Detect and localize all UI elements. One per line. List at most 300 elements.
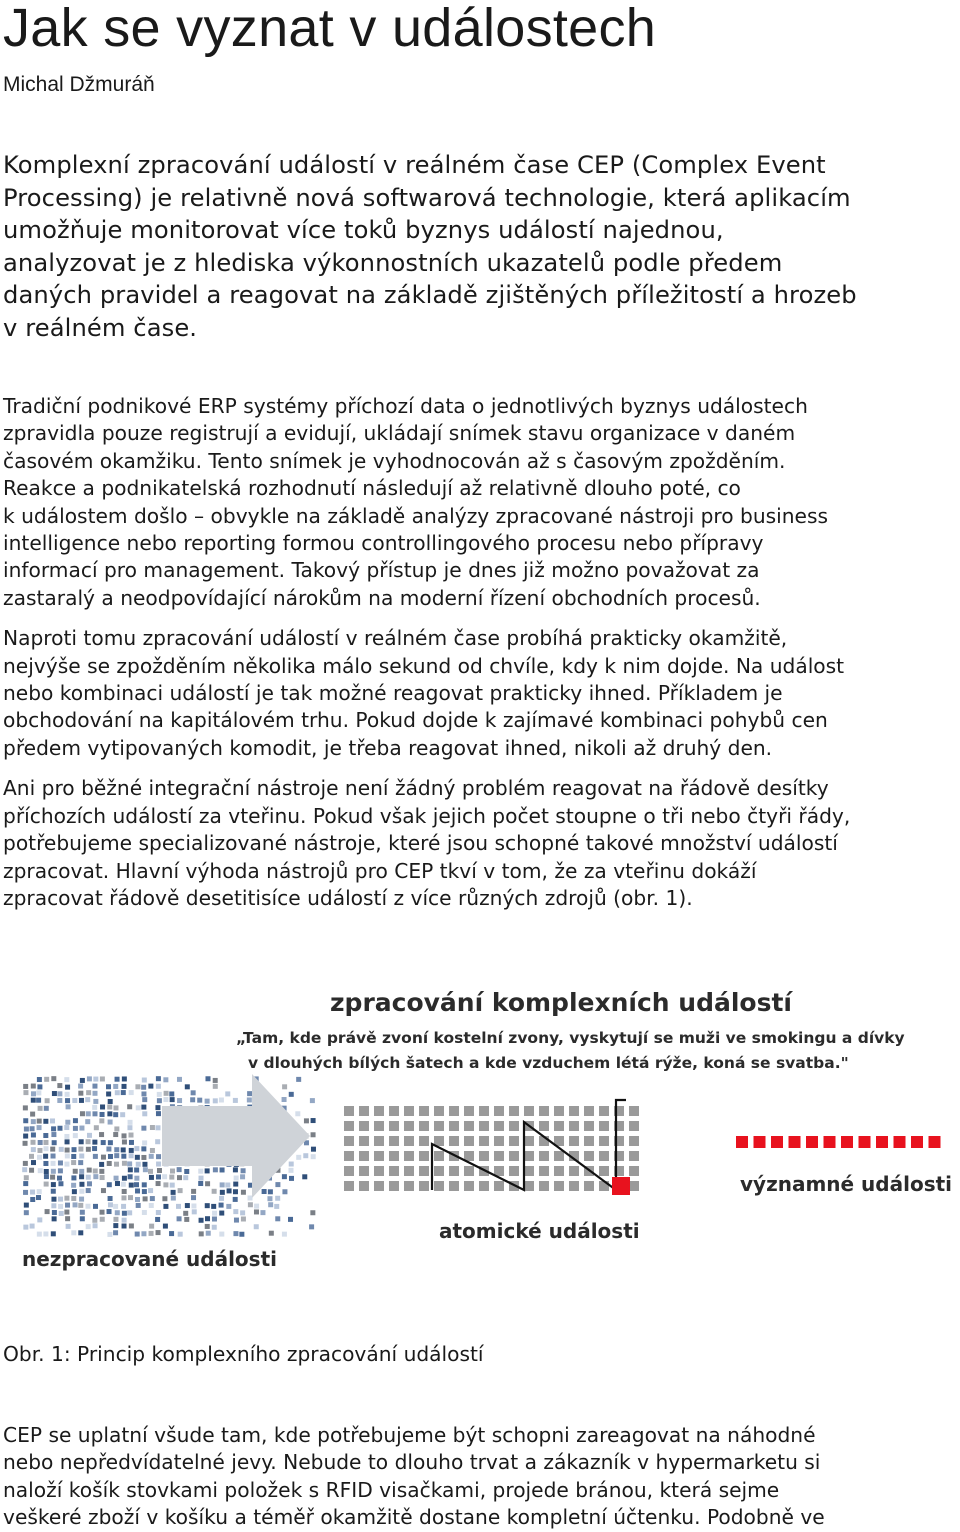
raw-event-dot (282, 1232, 287, 1237)
atomic-event-cell (524, 1106, 534, 1116)
raw-event-dot (122, 1176, 127, 1181)
raw-event-dot (80, 1078, 85, 1083)
raw-event-dot (288, 1168, 293, 1173)
raw-event-dot (64, 1134, 69, 1139)
raw-event-dot (311, 1118, 316, 1123)
raw-event-dot (92, 1218, 97, 1223)
raw-event-dot (65, 1139, 70, 1144)
raw-event-dot (191, 1189, 196, 1194)
raw-event-dot (241, 1216, 246, 1221)
atomic-event-cell (389, 1166, 399, 1176)
raw-event-dot (169, 1091, 174, 1096)
raw-event-dot (107, 1209, 112, 1214)
raw-event-dot (226, 1204, 231, 1209)
raw-event-dot (122, 1076, 127, 1081)
raw-event-dot (64, 1125, 69, 1130)
atomic-event-cell (629, 1166, 639, 1176)
raw-event-dot (183, 1211, 188, 1216)
raw-event-dot (78, 1160, 83, 1165)
raw-event-dot (66, 1224, 71, 1229)
raw-event-dot (191, 1203, 196, 1208)
significant-events-row (736, 1136, 941, 1148)
raw-event-dot (282, 1084, 287, 1089)
atomic-event-cell (569, 1106, 579, 1116)
atomic-event-cell (404, 1106, 414, 1116)
raw-event-dot (23, 1134, 28, 1139)
raw-event-dot (219, 1232, 224, 1237)
raw-event-dot (65, 1120, 70, 1125)
raw-event-dot (31, 1147, 36, 1152)
raw-event-dot (127, 1161, 132, 1166)
raw-event-dot (37, 1125, 42, 1130)
atomic-event-cell (494, 1151, 504, 1161)
raw-event-dot (219, 1196, 224, 1201)
raw-event-dot (44, 1174, 49, 1179)
raw-event-dot (36, 1195, 41, 1200)
raw-event-dot (310, 1098, 315, 1103)
raw-event-dot (51, 1182, 56, 1187)
atomic-event-cell (359, 1106, 369, 1116)
raw-event-dot (127, 1104, 132, 1109)
raw-event-dot (156, 1076, 161, 1081)
raw-event-dot (128, 1133, 133, 1138)
raw-event-dot (44, 1182, 49, 1187)
raw-event-dot (155, 1125, 160, 1130)
raw-event-dot (274, 1204, 279, 1209)
raw-event-dot (44, 1077, 49, 1082)
raw-event-dot (295, 1111, 300, 1116)
atomic-event-cell (539, 1121, 549, 1131)
raw-event-dot (149, 1175, 154, 1180)
raw-event-dot (121, 1154, 126, 1159)
atomic-event-cell (434, 1151, 444, 1161)
raw-event-dot (288, 1217, 293, 1222)
raw-event-dot (178, 1232, 183, 1237)
raw-event-dot (113, 1084, 118, 1089)
significant-event-square (754, 1136, 766, 1148)
raw-event-dot (227, 1188, 232, 1193)
atomic-event-cell (359, 1151, 369, 1161)
raw-event-dot (73, 1118, 78, 1123)
raw-event-dot (72, 1147, 77, 1152)
atomic-event-cell (599, 1106, 609, 1116)
raw-event-dot (183, 1175, 188, 1180)
raw-event-dot (38, 1140, 43, 1145)
raw-event-dot (73, 1202, 78, 1207)
atomic-event-cell (434, 1106, 444, 1116)
raw-event-dot (163, 1204, 168, 1209)
raw-event-dot (157, 1168, 162, 1173)
raw-event-dot (43, 1140, 48, 1145)
atomic-event-cell (419, 1181, 429, 1191)
raw-event-dot (129, 1090, 134, 1095)
raw-event-dot (115, 1181, 120, 1186)
raw-event-dot (134, 1182, 139, 1187)
raw-event-dot (149, 1154, 154, 1159)
paragraph-integration: Ani pro běžné integrační nástroje není žádný problém reagovat na řádově desítky příchozích událostí za vteřinu. Pokud však jejich počet stoupne o tři nebo čtyři řády, potřebujeme specializované nástroje, které jsou schopné takové množství událostí zpracovat. Hlavní výhoda nástrojů pro CEP tkví v tom, že za vteřinu dokáží zpracovat řádově desetitisíce událostí z více různých zdrojů (obr. 1). (3, 776, 851, 910)
raw-event-dot (52, 1216, 57, 1221)
raw-event-dot (51, 1197, 56, 1202)
raw-event-dot (92, 1111, 97, 1116)
raw-event-dot (99, 1162, 104, 1167)
detected-event-square (612, 1177, 630, 1195)
raw-event-dot (99, 1118, 104, 1123)
raw-event-dot (135, 1197, 140, 1202)
paragraph-realtime: Naproti tomu zpracování událostí v reálném čase probíhá prakticky okamžitě, nejvýše se zpožděním několika málo sekund od chvíle, kdy k nim dojde. Na událost nebo kombinaci událostí je tak možné reagovat prakticky ihned. Příkladem je obchodování na kapitálovém trhu. Pokud dojde k zajímavé kombinaci pohybů cen předem vytipovaných komodit, je třeba reagovat ihned, nikoli až druhý den. (3, 626, 845, 760)
atomic-event-cell (344, 1136, 354, 1146)
raw-event-dot (142, 1162, 147, 1167)
raw-event-dot (36, 1090, 41, 1095)
raw-event-dot (57, 1176, 62, 1181)
raw-event-dot (31, 1119, 36, 1124)
figure-heading: zpracování komplexních událostí (330, 988, 792, 1017)
raw-event-dot (240, 1210, 245, 1215)
atomic-event-cell (599, 1121, 609, 1131)
label-atomic-events: atomické události (439, 1219, 640, 1243)
raw-event-dot (71, 1230, 76, 1235)
raw-event-dot (120, 1112, 125, 1117)
raw-event-dot (225, 1091, 230, 1096)
atomic-event-cell (374, 1166, 384, 1176)
atomic-event-cell (344, 1151, 354, 1161)
raw-event-dot (268, 1189, 273, 1194)
raw-event-dot (58, 1160, 63, 1165)
atomic-event-cell (389, 1151, 399, 1161)
raw-event-dot (156, 1210, 161, 1215)
raw-event-dot (128, 1120, 133, 1125)
raw-event-dot (37, 1084, 42, 1089)
raw-event-dot (275, 1182, 280, 1187)
raw-event-dot (93, 1174, 98, 1179)
raw-event-dot (156, 1181, 161, 1186)
atomic-event-cell (584, 1181, 594, 1191)
raw-event-dot (128, 1167, 133, 1172)
raw-event-dot (268, 1202, 273, 1207)
raw-event-dot (71, 1175, 76, 1180)
raw-event-dot (289, 1176, 294, 1181)
raw-event-dot (113, 1105, 118, 1110)
raw-event-dot (184, 1217, 189, 1222)
raw-event-dot (86, 1139, 91, 1144)
raw-event-dot (71, 1160, 76, 1165)
atomic-event-cell (599, 1166, 609, 1176)
raw-event-dot (113, 1112, 118, 1117)
raw-event-dot (136, 1203, 141, 1208)
atomic-event-cell (449, 1106, 459, 1116)
atomic-event-cell (554, 1166, 564, 1176)
raw-event-dot (23, 1105, 28, 1110)
atomic-event-cell (389, 1181, 399, 1191)
atomic-event-cell (404, 1166, 414, 1176)
raw-event-dot (185, 1084, 190, 1089)
raw-event-dot (43, 1133, 48, 1138)
raw-event-dot (150, 1125, 155, 1130)
raw-event-dot (92, 1146, 97, 1151)
raw-event-dot (78, 1084, 83, 1089)
atomic-event-cell (464, 1121, 474, 1131)
raw-event-dot (122, 1139, 127, 1144)
raw-event-dot (65, 1085, 70, 1090)
raw-event-dot (78, 1147, 83, 1152)
raw-event-dot (122, 1133, 127, 1138)
raw-event-dot (311, 1132, 316, 1137)
raw-event-dot (275, 1216, 280, 1221)
raw-event-dot (155, 1139, 160, 1144)
paragraph-erp: Tradiční podnikové ERP systémy příchozí data o jednotlivých byznys událostech zpravidla pouze registrují a evidují, ukládají snímek stavu organizace v daném časovém okamžiku. Tento snímek je vyhodnocován až s časovým zpožděním. Reakce a podnikatelská rozhodnutí následují až relativně dlouho poté, co k událostem došlo – obvykle na základě analýzy zpracované nástroji pro business intelligence nebo reporting formou controllingového procesu nebo přípravy informací pro management. Takový přístup je dnes již možno považovat za zastaralý a neodpovídající nárokům na moderní řízení obchodních procesů. (3, 394, 829, 610)
raw-event-dot (234, 1176, 239, 1181)
raw-event-dot (79, 1126, 84, 1131)
raw-event-dot (100, 1217, 105, 1222)
raw-event-dot (122, 1161, 127, 1166)
raw-event-dot (205, 1216, 210, 1221)
raw-event-dot (169, 1231, 174, 1236)
raw-event-dot (87, 1168, 92, 1173)
raw-event-dot (52, 1140, 57, 1145)
raw-event-dot (219, 1211, 224, 1216)
raw-event-dot (31, 1160, 36, 1165)
raw-event-dot (233, 1098, 238, 1103)
raw-event-dot (134, 1176, 139, 1181)
raw-event-dot (106, 1146, 111, 1151)
raw-event-dot (121, 1195, 126, 1200)
raw-event-dot (106, 1091, 111, 1096)
raw-event-dot (191, 1090, 196, 1095)
atomic-event-cell (509, 1166, 519, 1176)
raw-event-dot (93, 1204, 98, 1209)
raw-event-dot (57, 1083, 62, 1088)
raw-event-dot (205, 1224, 210, 1229)
raw-event-dot (213, 1078, 218, 1083)
raw-event-dot (57, 1098, 62, 1103)
atomic-event-cell (494, 1166, 504, 1176)
atomic-event-cell (374, 1106, 384, 1116)
atomic-event-cell (389, 1136, 399, 1146)
raw-event-dot (213, 1084, 218, 1089)
raw-event-dot (38, 1106, 43, 1111)
atomic-event-cell (464, 1106, 474, 1116)
raw-event-dot (141, 1105, 146, 1110)
raw-event-dot (311, 1154, 316, 1159)
raw-event-dot (156, 1111, 161, 1116)
raw-event-dot (143, 1167, 148, 1172)
raw-event-dot (64, 1210, 69, 1215)
raw-event-dot (177, 1098, 182, 1103)
atomic-event-cell (404, 1136, 414, 1146)
atomic-event-cell (569, 1166, 579, 1176)
raw-event-dot (51, 1132, 56, 1137)
raw-event-dot (79, 1139, 84, 1144)
raw-event-dot (142, 1210, 147, 1215)
raw-event-dot (31, 1098, 36, 1103)
raw-event-dot (282, 1097, 287, 1102)
atomic-event-cell (539, 1106, 549, 1116)
raw-event-dot (93, 1223, 98, 1228)
raw-event-dot (206, 1231, 211, 1236)
atomic-event-cell (449, 1121, 459, 1131)
raw-event-dot (86, 1224, 91, 1229)
significant-event-square (806, 1136, 818, 1148)
raw-event-dot (43, 1161, 48, 1166)
atomic-event-cell (584, 1121, 594, 1131)
raw-event-dot (23, 1084, 28, 1089)
atomic-event-cell (554, 1121, 564, 1131)
raw-event-dot (38, 1168, 43, 1173)
atomic-event-cell (629, 1181, 639, 1191)
raw-event-dot (29, 1168, 34, 1173)
raw-event-dot (31, 1084, 36, 1089)
raw-event-dot (71, 1183, 76, 1188)
atomic-event-cell (509, 1106, 519, 1116)
raw-event-dot (220, 1190, 225, 1195)
atomic-event-cell (389, 1106, 399, 1116)
raw-event-dot (108, 1120, 113, 1125)
atomic-event-cell (374, 1151, 384, 1161)
raw-event-dot (50, 1118, 55, 1123)
raw-event-dot (122, 1224, 127, 1229)
raw-event-dot (108, 1140, 113, 1145)
atomic-event-cell (509, 1136, 519, 1146)
atomic-event-cell (464, 1151, 474, 1161)
raw-event-dot (43, 1231, 48, 1236)
raw-event-dot (191, 1195, 196, 1200)
atomic-event-cell (464, 1166, 474, 1176)
atomic-event-cell (404, 1121, 414, 1131)
atomic-event-cell (479, 1136, 489, 1146)
atomic-event-cell (539, 1181, 549, 1191)
raw-event-dot (212, 1211, 217, 1216)
raw-event-dot (51, 1076, 56, 1081)
raw-event-dot (93, 1099, 98, 1104)
raw-event-dot (73, 1133, 78, 1138)
raw-event-dot (78, 1203, 83, 1208)
raw-event-dot (113, 1217, 118, 1222)
raw-event-dot (58, 1197, 63, 1202)
raw-event-dot (141, 1085, 146, 1090)
raw-event-dot (267, 1196, 272, 1201)
raw-event-dot (64, 1162, 69, 1167)
article-author: Michal Džmuráň (3, 73, 155, 96)
raw-event-dot (248, 1196, 253, 1201)
raw-event-dot (72, 1098, 77, 1103)
significant-event-square (929, 1136, 941, 1148)
atomic-event-cell (524, 1151, 534, 1161)
atomic-event-cell (344, 1121, 354, 1131)
raw-event-dot (170, 1183, 175, 1188)
raw-event-dot (129, 1140, 134, 1145)
raw-event-dot (73, 1126, 78, 1131)
raw-event-dot (65, 1153, 70, 1158)
raw-event-dot (150, 1196, 155, 1201)
raw-event-dot (108, 1196, 113, 1201)
raw-event-dot (51, 1203, 56, 1208)
figure-quote-line-1: „Tam, kde právě zvoní kostelní zvony, vyskytují se muži ve smokingu a dívky (236, 1029, 905, 1047)
raw-event-dot (248, 1202, 253, 1207)
atomic-event-cell (584, 1151, 594, 1161)
raw-event-dot (44, 1106, 49, 1111)
raw-event-dot (282, 1174, 287, 1179)
raw-event-dot (80, 1111, 85, 1116)
raw-event-dot (52, 1210, 57, 1215)
raw-event-dot (127, 1210, 132, 1215)
atomic-event-cell (569, 1121, 579, 1131)
atomic-event-cell (434, 1136, 444, 1146)
raw-event-dot (190, 1097, 195, 1102)
raw-event-dot (156, 1084, 161, 1089)
atomic-event-cell (359, 1136, 369, 1146)
raw-event-dot (163, 1182, 168, 1187)
atomic-event-cell (449, 1136, 459, 1146)
atomic-event-cell (569, 1136, 579, 1146)
raw-event-dot (205, 1076, 210, 1081)
raw-event-dot (205, 1168, 210, 1173)
atomic-event-cell (359, 1181, 369, 1191)
atomic-event-cell (419, 1166, 429, 1176)
raw-event-dot (205, 1203, 210, 1208)
raw-event-dot (247, 1091, 252, 1096)
raw-event-dot (233, 1167, 238, 1172)
raw-event-dot (52, 1091, 57, 1096)
raw-event-dot (260, 1210, 265, 1215)
raw-event-dot (199, 1218, 204, 1223)
atomic-event-cell (464, 1181, 474, 1191)
raw-event-dot (50, 1175, 55, 1180)
significant-event-square (824, 1136, 836, 1148)
raw-event-dot (23, 1161, 28, 1166)
raw-event-dot (240, 1174, 245, 1179)
raw-event-dot (50, 1147, 55, 1152)
raw-event-dot (122, 1189, 127, 1194)
atomic-event-cell (494, 1136, 504, 1146)
atomic-event-cell (434, 1181, 444, 1191)
raw-event-dot (233, 1209, 238, 1214)
raw-event-dot (80, 1216, 85, 1221)
raw-event-dot (212, 1189, 217, 1194)
raw-event-dot (31, 1140, 36, 1145)
raw-event-dot (44, 1169, 49, 1174)
raw-event-dot (86, 1188, 91, 1193)
raw-event-dot (185, 1203, 190, 1208)
raw-event-dot (100, 1175, 105, 1180)
atomic-event-cell (554, 1181, 564, 1191)
raw-event-dot (37, 1119, 42, 1124)
atomic-event-cell (569, 1181, 579, 1191)
atomic-event-cell (584, 1136, 594, 1146)
raw-event-dot (80, 1210, 85, 1215)
raw-event-dot (213, 1167, 218, 1172)
raw-event-dot (23, 1090, 28, 1095)
raw-event-dot (171, 1196, 176, 1201)
atomic-event-cell (404, 1181, 414, 1191)
raw-event-dot (72, 1189, 77, 1194)
raw-event-dot (135, 1188, 140, 1193)
raw-event-dot (45, 1209, 50, 1214)
raw-event-dot (135, 1232, 140, 1237)
raw-event-dot (142, 1078, 147, 1083)
atomic-event-cell (539, 1151, 549, 1161)
significant-event-square (894, 1136, 906, 1148)
raw-event-dot (289, 1162, 294, 1167)
raw-event-dot (65, 1216, 70, 1221)
raw-event-dot (164, 1091, 169, 1096)
atomic-event-cell (419, 1151, 429, 1161)
raw-event-dot (176, 1204, 181, 1209)
raw-event-dot (302, 1174, 307, 1179)
atomic-event-cell (629, 1136, 639, 1146)
raw-event-dot (212, 1217, 217, 1222)
atomic-event-cell (524, 1166, 534, 1176)
raw-event-dot (234, 1218, 239, 1223)
raw-event-dot (30, 1190, 35, 1195)
